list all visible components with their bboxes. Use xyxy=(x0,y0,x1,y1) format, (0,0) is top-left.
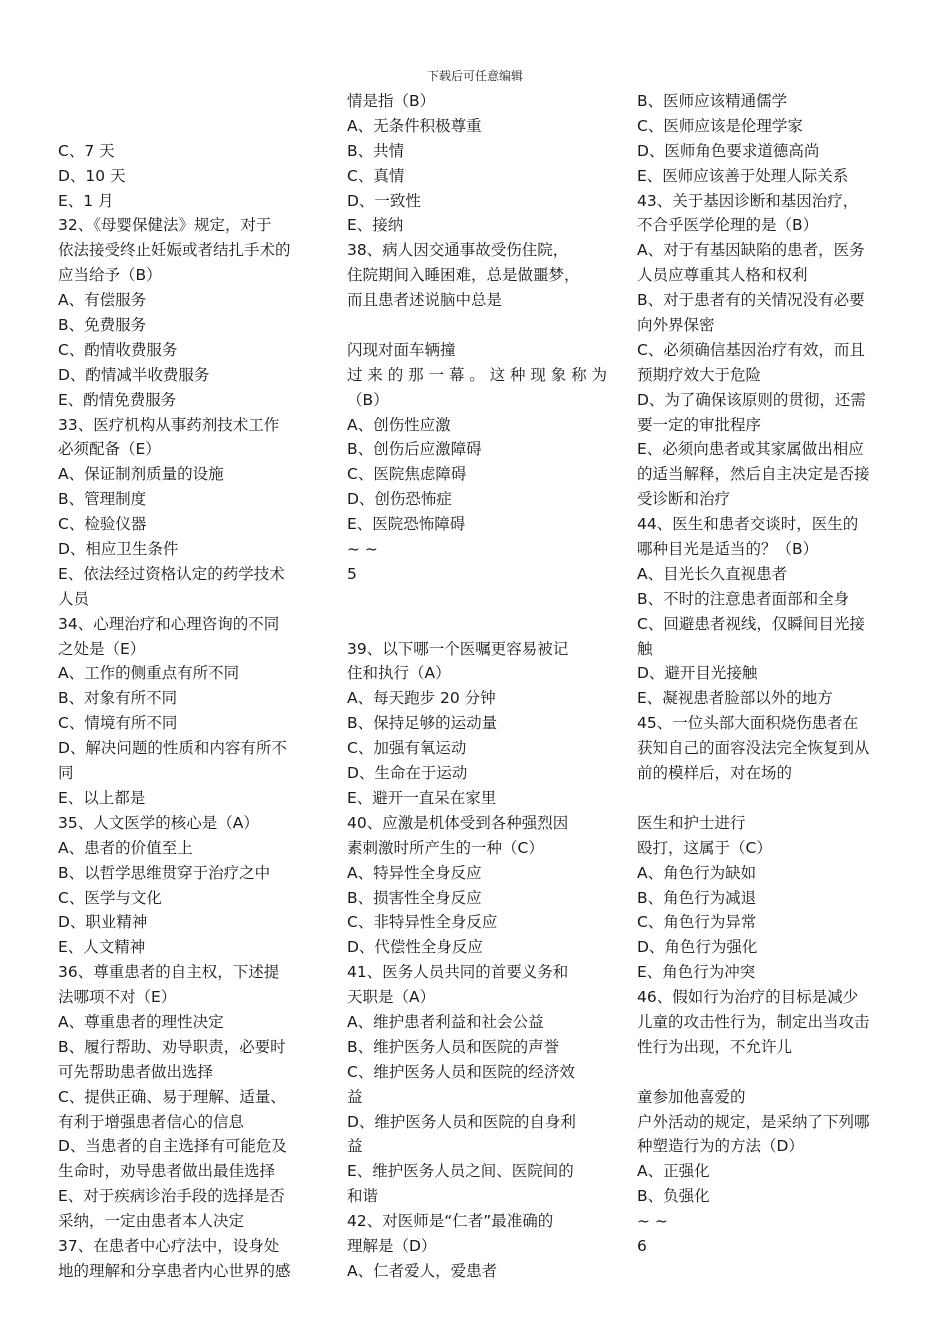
text-line: E、依法经过资格认定的药学技术 xyxy=(58,564,285,583)
text-line: 42、对医师是“仁者”最准确的 xyxy=(347,1212,554,1231)
text-line: 37、在患者中心疗法中，设身处 xyxy=(58,1236,280,1255)
text-line: 生命时，劝导患者做出最佳选择 xyxy=(58,1162,276,1181)
text-line: E、角色行为冲突 xyxy=(637,963,756,982)
text-line: D、10 天 xyxy=(58,166,126,185)
text-line: 医生和护士进行 xyxy=(637,813,746,832)
text-line: 儿童的攻击性行为，制定出当攻击 xyxy=(637,1012,870,1031)
text-line: 38、病人因交通事故受伤住院， xyxy=(347,241,569,260)
text-line: 获知自己的面容没法完全恢复到从 xyxy=(637,739,870,758)
text-line: B、医师应该精通儒学 xyxy=(637,92,788,110)
text-line: C、提供正确、易于理解、适量、 xyxy=(58,1087,286,1106)
text-line: E、医师应该善于处理人际关系 xyxy=(637,166,849,185)
text-line: 46、假如行为治疗的目标是减少 xyxy=(637,988,859,1007)
text-line: ~ ~ xyxy=(637,1212,668,1231)
text-line: 依法接受终止妊娠或者结扎手术的 xyxy=(58,241,291,260)
text-line: E、必须向患者或其家属做出相应 xyxy=(637,440,864,459)
text-line: 之处是（E） xyxy=(58,639,146,658)
text-line: C、医学与文化 xyxy=(58,888,162,907)
text-line xyxy=(347,612,607,637)
text-line: 41、医务人员共同的首要义务和 xyxy=(347,963,569,982)
text-line: 触 xyxy=(637,639,653,658)
text-line: C、酌情收费服务 xyxy=(58,340,178,359)
text-line: 和谐 xyxy=(347,1187,379,1206)
text-line: D、生命在于运动 xyxy=(347,764,468,783)
text-line xyxy=(347,313,607,338)
text-line: 前的模样后，对在场的 xyxy=(637,764,793,783)
text-line: 性行为出现，不允许儿 xyxy=(637,1037,793,1056)
text-line: 必须配备（E） xyxy=(58,440,161,459)
text-line: C、7 天 xyxy=(58,141,115,160)
text-line: E、避开一直呆在家里 xyxy=(347,788,497,807)
text-line: 向外界保密 xyxy=(637,316,715,335)
text-line: E、凝视患者脸部以外的地方 xyxy=(637,689,833,708)
text-line: C、医师应该是伦理学家 xyxy=(637,116,803,135)
text-line: 43、关于基因诊断和基因治疗， xyxy=(637,191,859,210)
text-line: B、以哲学思维贯穿于治疗之中 xyxy=(58,863,271,882)
text-line: 户外活动的规定，是采纳了下列哪 xyxy=(637,1112,870,1131)
text-line: 的适当解释，然后自主决定是否接 xyxy=(637,465,870,484)
text-line: A、对于有基因缺陷的患者，医务 xyxy=(637,241,865,260)
text-line: A、保证制剂质量的设施 xyxy=(58,465,224,484)
text-line: E、对于疾病诊治手段的选择是否 xyxy=(58,1187,285,1206)
text-line xyxy=(637,786,899,811)
text-line: C、加强有氧运动 xyxy=(347,739,467,758)
text-line: A、维护患者利益和社会公益 xyxy=(347,1012,544,1031)
text-line: E、医院恐怖障碍 xyxy=(347,515,466,534)
text-line: 益 xyxy=(347,1087,363,1106)
text-line: A、特异性全身反应 xyxy=(347,863,482,882)
text-line: E、以上都是 xyxy=(58,788,146,807)
text-line: A、角色行为缺如 xyxy=(637,863,757,882)
text-line: E、人文精神 xyxy=(58,938,146,957)
text-line: D、相应卫生条件 xyxy=(58,540,179,559)
text-line: 采纳，一定由患者本人决定 xyxy=(58,1212,245,1231)
text-line: B、管理制度 xyxy=(58,490,147,509)
text-line: D、为了确保该原则的贯彻，还需 xyxy=(637,390,866,409)
text-line: 种塑造行为的方法（D） xyxy=(637,1137,804,1156)
text-line: D、一致性 xyxy=(347,191,421,210)
text-line: 人员应尊重其人格和权利 xyxy=(637,266,808,285)
text-line: 童参加他喜爱的 xyxy=(637,1087,746,1106)
text-line: B、角色行为减退 xyxy=(637,888,757,907)
text-line: C、真情 xyxy=(347,166,405,185)
text-line: C、维护医务人员和医院的经济效 xyxy=(347,1062,575,1081)
column-middle xyxy=(347,89,607,1284)
text-line: 45、一位头部大面积烧伤患者在 xyxy=(637,714,859,733)
text-line: 40、应激是机体受到各种强烈因 xyxy=(347,813,569,832)
text-line: D、当患者的自主选择有可能危及 xyxy=(58,1137,287,1156)
text-line: 36、尊重患者的自主权，下述提 xyxy=(58,963,280,982)
text-line: B、损害性全身反应 xyxy=(347,888,482,907)
text-line: C、非特异性全身反应 xyxy=(347,913,498,932)
text-line: 情是指（B） xyxy=(347,92,436,110)
text-line: 35、人文医学的核心是（A） xyxy=(58,813,259,832)
text-line: 益 xyxy=(347,1137,363,1156)
text-line: C、角色行为异常 xyxy=(637,913,757,932)
text-line: 可先帮助患者做出选择 xyxy=(58,1062,214,1081)
text-line xyxy=(347,587,607,612)
column-right xyxy=(637,89,899,1259)
text-line: 人员 xyxy=(58,589,90,608)
text-line: B、履行帮助、劝导职责，必要时 xyxy=(58,1037,286,1056)
text-line: E、维护医务人员之间、医院间的 xyxy=(347,1162,574,1181)
text-line: E、接纳 xyxy=(347,216,404,235)
text-line: 不合乎医学伦理的是（B） xyxy=(637,216,819,235)
text-line: D、代偿性全身反应 xyxy=(347,938,483,957)
text-line: B、对象有所不同 xyxy=(58,689,178,708)
page-header: 下载后可任意编辑 xyxy=(426,69,523,83)
text-line: B、共情 xyxy=(347,141,405,160)
text-line: 受诊断和治疗 xyxy=(637,490,731,509)
text-line: 殴打，这属于（C） xyxy=(637,838,772,857)
text-line: D、创伤恐怖症 xyxy=(347,490,452,509)
text-line: D、角色行为强化 xyxy=(637,938,758,957)
text-line: C、检验仪器 xyxy=(58,515,147,534)
text-line xyxy=(637,1060,899,1085)
text-line: B、不时的注意患者面部和全身 xyxy=(637,589,850,608)
text-line xyxy=(58,89,318,114)
text-line: 应当给予（B） xyxy=(58,266,162,285)
text-line: 地的理解和分享患者内心世界的感 xyxy=(58,1261,291,1280)
text-line: 天职是（A） xyxy=(347,988,436,1007)
text-line: 要一定的审批程序 xyxy=(637,415,762,434)
text-line: 素刺激时所产生的一种（C） xyxy=(347,838,544,857)
text-line: E、酌情免费服务 xyxy=(58,390,177,409)
text-line: A、无条件积极尊重 xyxy=(347,116,482,135)
text-line: 33、医疗机构从事药剂技术工作 xyxy=(58,415,280,434)
text-line: C、必须确信基因治疗有效，而且 xyxy=(637,340,865,359)
text-line: 34、心理治疗和心理咨询的不同 xyxy=(58,614,280,633)
text-line: 住院期间入睡困难，总是做噩梦， xyxy=(347,266,580,285)
text-line: D、酌情减半收费服务 xyxy=(58,365,210,384)
text-line: A、创伤性应激 xyxy=(347,415,451,434)
text-line: A、目光长久直视患者 xyxy=(637,564,788,583)
text-line: B、对于患者有的关情况没有必要 xyxy=(637,291,865,310)
text-line: D、解决问题的性质和内容有所不 xyxy=(58,739,287,758)
text-line: 闪现对面车辆撞 xyxy=(347,340,456,359)
text-line: 5 xyxy=(347,564,357,583)
text-line: 理解是（D） xyxy=(347,1236,437,1255)
text-line: A、每天跑步 20 分钟 xyxy=(347,689,496,708)
text-line: D、职业精神 xyxy=(58,913,148,932)
text-line: 同 xyxy=(58,764,74,783)
text-line: C、情境有所不同 xyxy=(58,714,178,733)
text-line: 法哪项不对（E） xyxy=(58,988,177,1007)
text-line: 而且患者述说脑中总是 xyxy=(347,291,503,310)
text-line: A、正强化 xyxy=(637,1162,710,1181)
text-line: A、仁者爱人，爱患者 xyxy=(347,1261,498,1280)
text-line: B、保持足够的运动量 xyxy=(347,714,498,733)
text-line: C、医院焦虑障碍 xyxy=(347,465,467,484)
text-line: B、负强化 xyxy=(637,1187,710,1206)
text-line xyxy=(58,114,318,139)
text-line: 39、以下哪一个医嘱更容易被记 xyxy=(347,639,569,658)
text-line: D、维护医务人员和医院的自身利 xyxy=(347,1112,576,1131)
text-line: 哪种目光是适当的？（B） xyxy=(637,540,819,559)
text-line: D、医师角色要求道德高尚 xyxy=(637,141,820,160)
text-line: A、患者的价值至上 xyxy=(58,838,193,857)
text-line: B、维护医务人员和医院的声誉 xyxy=(347,1037,560,1056)
text-line: E、1 月 xyxy=(58,191,114,210)
text-line: 预期疗效大于危险 xyxy=(637,365,762,384)
text-line: C、回避患者视线，仅瞬间目光接 xyxy=(637,614,865,633)
text-line: A、工作的侧重点有所不同 xyxy=(58,664,240,683)
text-line: 有利于增强患者信心的信息 xyxy=(58,1112,245,1131)
text-line: A、有偿服务 xyxy=(58,291,147,310)
column-left xyxy=(58,89,318,1284)
text-line: B、创伤后应激障碍 xyxy=(347,440,482,459)
text-line: 过来的那一幕。这种现象称为 xyxy=(347,365,607,384)
text-line: ~ ~ xyxy=(347,540,378,559)
text-line: B、免费服务 xyxy=(58,316,147,335)
text-line: D、避开目光接触 xyxy=(637,664,758,683)
text-line: 44、医生和患者交谈时，医生的 xyxy=(637,515,859,534)
text-line: 住和执行（A） xyxy=(347,664,451,683)
text-line: （B） xyxy=(347,390,389,409)
text-line: A、尊重患者的理性决定 xyxy=(58,1012,224,1031)
text-line: 32、《母婴保健法》规定，对于 xyxy=(58,216,272,235)
text-line: 6 xyxy=(637,1236,647,1255)
